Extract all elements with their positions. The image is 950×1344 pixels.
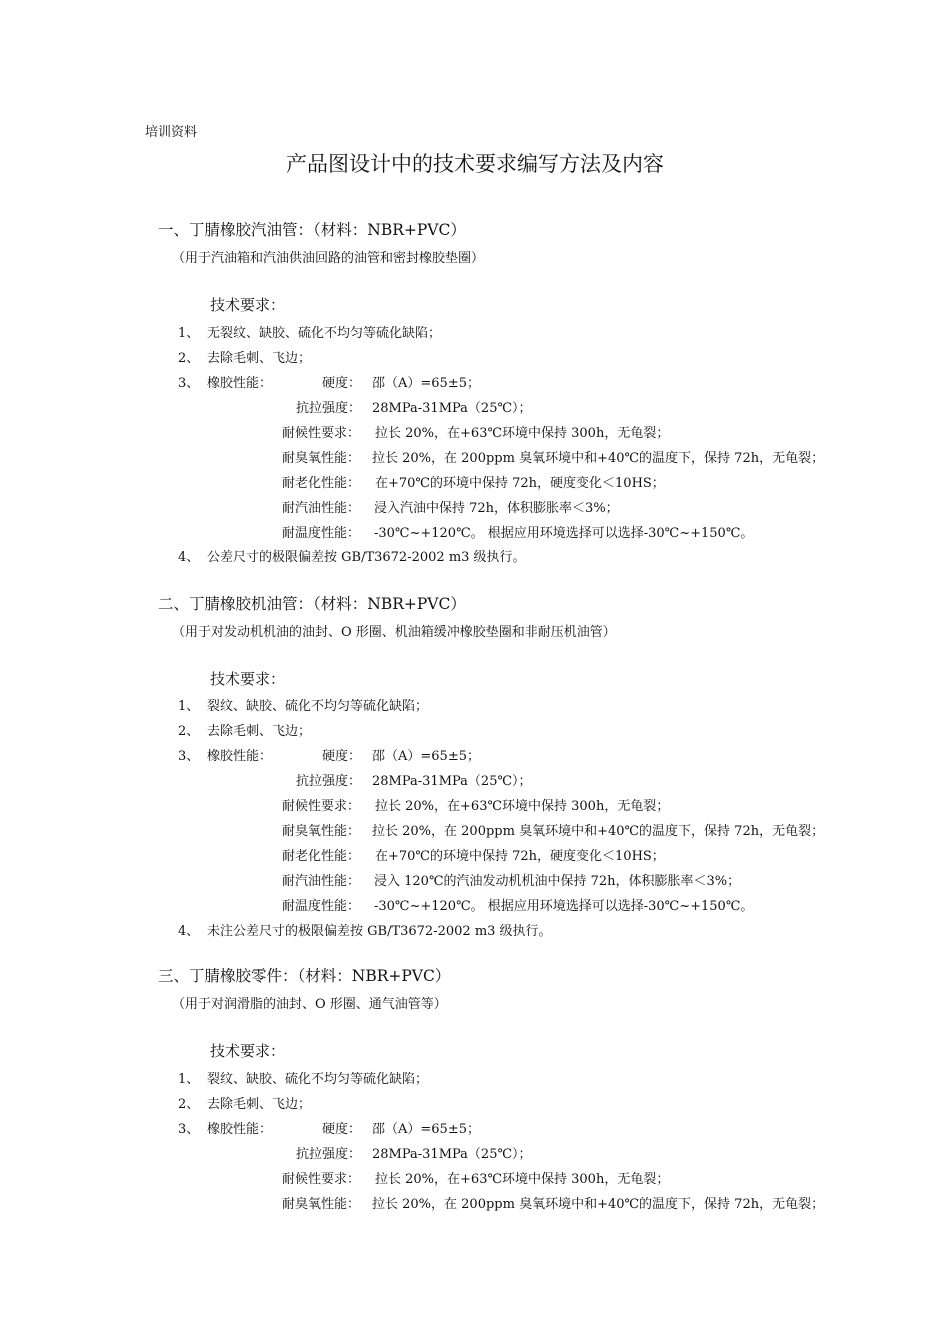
property-value: -30℃~+120℃。 根据应用环境选择可以选择-30℃~+150℃。 bbox=[374, 899, 754, 914]
property-label: 耐臭氧性能： bbox=[282, 1197, 361, 1212]
property-value: 拉长 20%，在+63℃环境中保持 300h，无龟裂； bbox=[375, 799, 670, 814]
property-label: 耐温度性能： bbox=[282, 526, 361, 541]
property-label: 耐臭氧性能： bbox=[282, 451, 361, 466]
document-title: 产品图设计中的技术要求编写方法及内容 bbox=[286, 152, 664, 176]
property-value: 邵（A）=65±5； bbox=[372, 376, 480, 391]
section-usage: （用于对发动机机油的油封、O 形圈、机油箱缓冲橡胶垫圈和非耐压机油管） bbox=[172, 625, 616, 640]
item-number: 2、 bbox=[178, 724, 200, 739]
section-heading: 二、丁腈橡胶机油管：（材料：NBR+PVC） bbox=[158, 595, 466, 613]
item-number: 1、 bbox=[178, 1072, 200, 1087]
item-number: 3、 bbox=[178, 1122, 200, 1137]
property-label: 耐候性要求： bbox=[282, 1172, 361, 1187]
item-text: 公差尺寸的极限偏差按 GB/T3672-2002 m3 级执行。 bbox=[207, 550, 526, 565]
property-label: 耐老化性能： bbox=[282, 849, 361, 864]
property-label: 耐老化性能： bbox=[282, 476, 361, 491]
item-number: 2、 bbox=[178, 1097, 200, 1112]
property-label: 耐汽油性能： bbox=[282, 501, 361, 516]
property-label: 耐候性要求： bbox=[282, 799, 361, 814]
item-text: 去除毛刺、飞边； bbox=[207, 351, 312, 366]
item-text: 裂纹、缺胶、硫化不均匀等硫化缺陷； bbox=[207, 1072, 429, 1087]
property-value: 拉长 20%，在 200ppm 臭氧环境中和+40℃的温度下，保持 72h，无龟裂； bbox=[372, 451, 825, 466]
requirements-title: 技术要求： bbox=[210, 296, 286, 314]
property-label: 耐温度性能： bbox=[282, 899, 361, 914]
property-value: -30℃~+120℃。 根据应用环境选择可以选择-30℃~+150℃。 bbox=[374, 526, 754, 541]
property-label: 抗拉强度： bbox=[296, 774, 362, 789]
property-value: 拉长 20%，在 200ppm 臭氧环境中和+40℃的温度下，保持 72h，无龟裂； bbox=[372, 1197, 825, 1212]
property-value: 邵（A）=65±5； bbox=[372, 749, 480, 764]
property-value: 28MPa-31MPa（25℃）； bbox=[372, 1147, 532, 1162]
item-text: 裂纹、缺胶、硫化不均匀等硫化缺陷； bbox=[207, 699, 429, 714]
property-value: 拉长 20%，在 200ppm 臭氧环境中和+40℃的温度下，保持 72h，无龟裂； bbox=[372, 824, 825, 839]
property-value: 浸入汽油中保持 72h，体积膨胀率＜3%； bbox=[374, 501, 619, 516]
item-text: 未注公差尺寸的极限偏差按 GB/T3672-2002 m3 级执行。 bbox=[207, 924, 552, 939]
property-value: 在+70℃的环境中保持 72h，硬度变化＜10HS； bbox=[375, 849, 665, 864]
header-label: 培训资料 bbox=[145, 125, 198, 140]
item-text: 橡胶性能： bbox=[207, 376, 273, 391]
section-heading: 一、丁腈橡胶汽油管：（材料：NBR+PVC） bbox=[158, 221, 466, 239]
property-value: 拉长 20%，在+63℃环境中保持 300h，无龟裂； bbox=[375, 1172, 670, 1187]
property-label: 耐候性要求： bbox=[282, 426, 361, 441]
item-number: 4、 bbox=[178, 550, 200, 565]
item-number: 1、 bbox=[178, 699, 200, 714]
property-label: 耐臭氧性能： bbox=[282, 824, 361, 839]
item-text: 橡胶性能： bbox=[207, 749, 273, 764]
item-number: 3、 bbox=[178, 749, 200, 764]
item-number: 2、 bbox=[178, 351, 200, 366]
item-text: 去除毛刺、飞边； bbox=[207, 724, 312, 739]
property-label: 硬度： bbox=[322, 749, 362, 764]
requirements-title: 技术要求： bbox=[210, 670, 286, 688]
property-value: 在+70℃的环境中保持 72h，硬度变化＜10HS； bbox=[375, 476, 665, 491]
item-number: 3、 bbox=[178, 376, 200, 391]
property-label: 抗拉强度： bbox=[296, 1147, 362, 1162]
property-value: 28MPa-31MPa（25℃）； bbox=[372, 774, 532, 789]
section-usage: （用于对润滑脂的油封、O 形圈、通气油管等） bbox=[172, 997, 447, 1012]
property-value: 浸入 120℃的汽油发动机机油中保持 72h，体积膨胀率＜3%； bbox=[374, 874, 741, 889]
property-label: 耐汽油性能： bbox=[282, 874, 361, 889]
property-value: 28MPa-31MPa（25℃）； bbox=[372, 401, 532, 416]
item-number: 1、 bbox=[178, 326, 200, 341]
item-text: 无裂纹、缺胶、硫化不均匀等硫化缺陷； bbox=[207, 326, 442, 341]
item-number: 4、 bbox=[178, 924, 200, 939]
property-value: 拉长 20%，在+63℃环境中保持 300h，无龟裂； bbox=[375, 426, 670, 441]
section-usage: （用于汽油箱和汽油供油回路的油管和密封橡胶垫圈） bbox=[172, 251, 485, 266]
property-label: 硬度： bbox=[322, 376, 362, 391]
property-label: 抗拉强度： bbox=[296, 401, 362, 416]
item-text: 橡胶性能： bbox=[207, 1122, 273, 1137]
requirements-title: 技术要求： bbox=[210, 1042, 286, 1060]
section-heading: 三、丁腈橡胶零件：（材料：NBR+PVC） bbox=[158, 967, 451, 985]
item-text: 去除毛刺、飞边； bbox=[207, 1097, 312, 1112]
property-label: 硬度： bbox=[322, 1122, 362, 1137]
property-value: 邵（A）=65±5； bbox=[372, 1122, 480, 1137]
